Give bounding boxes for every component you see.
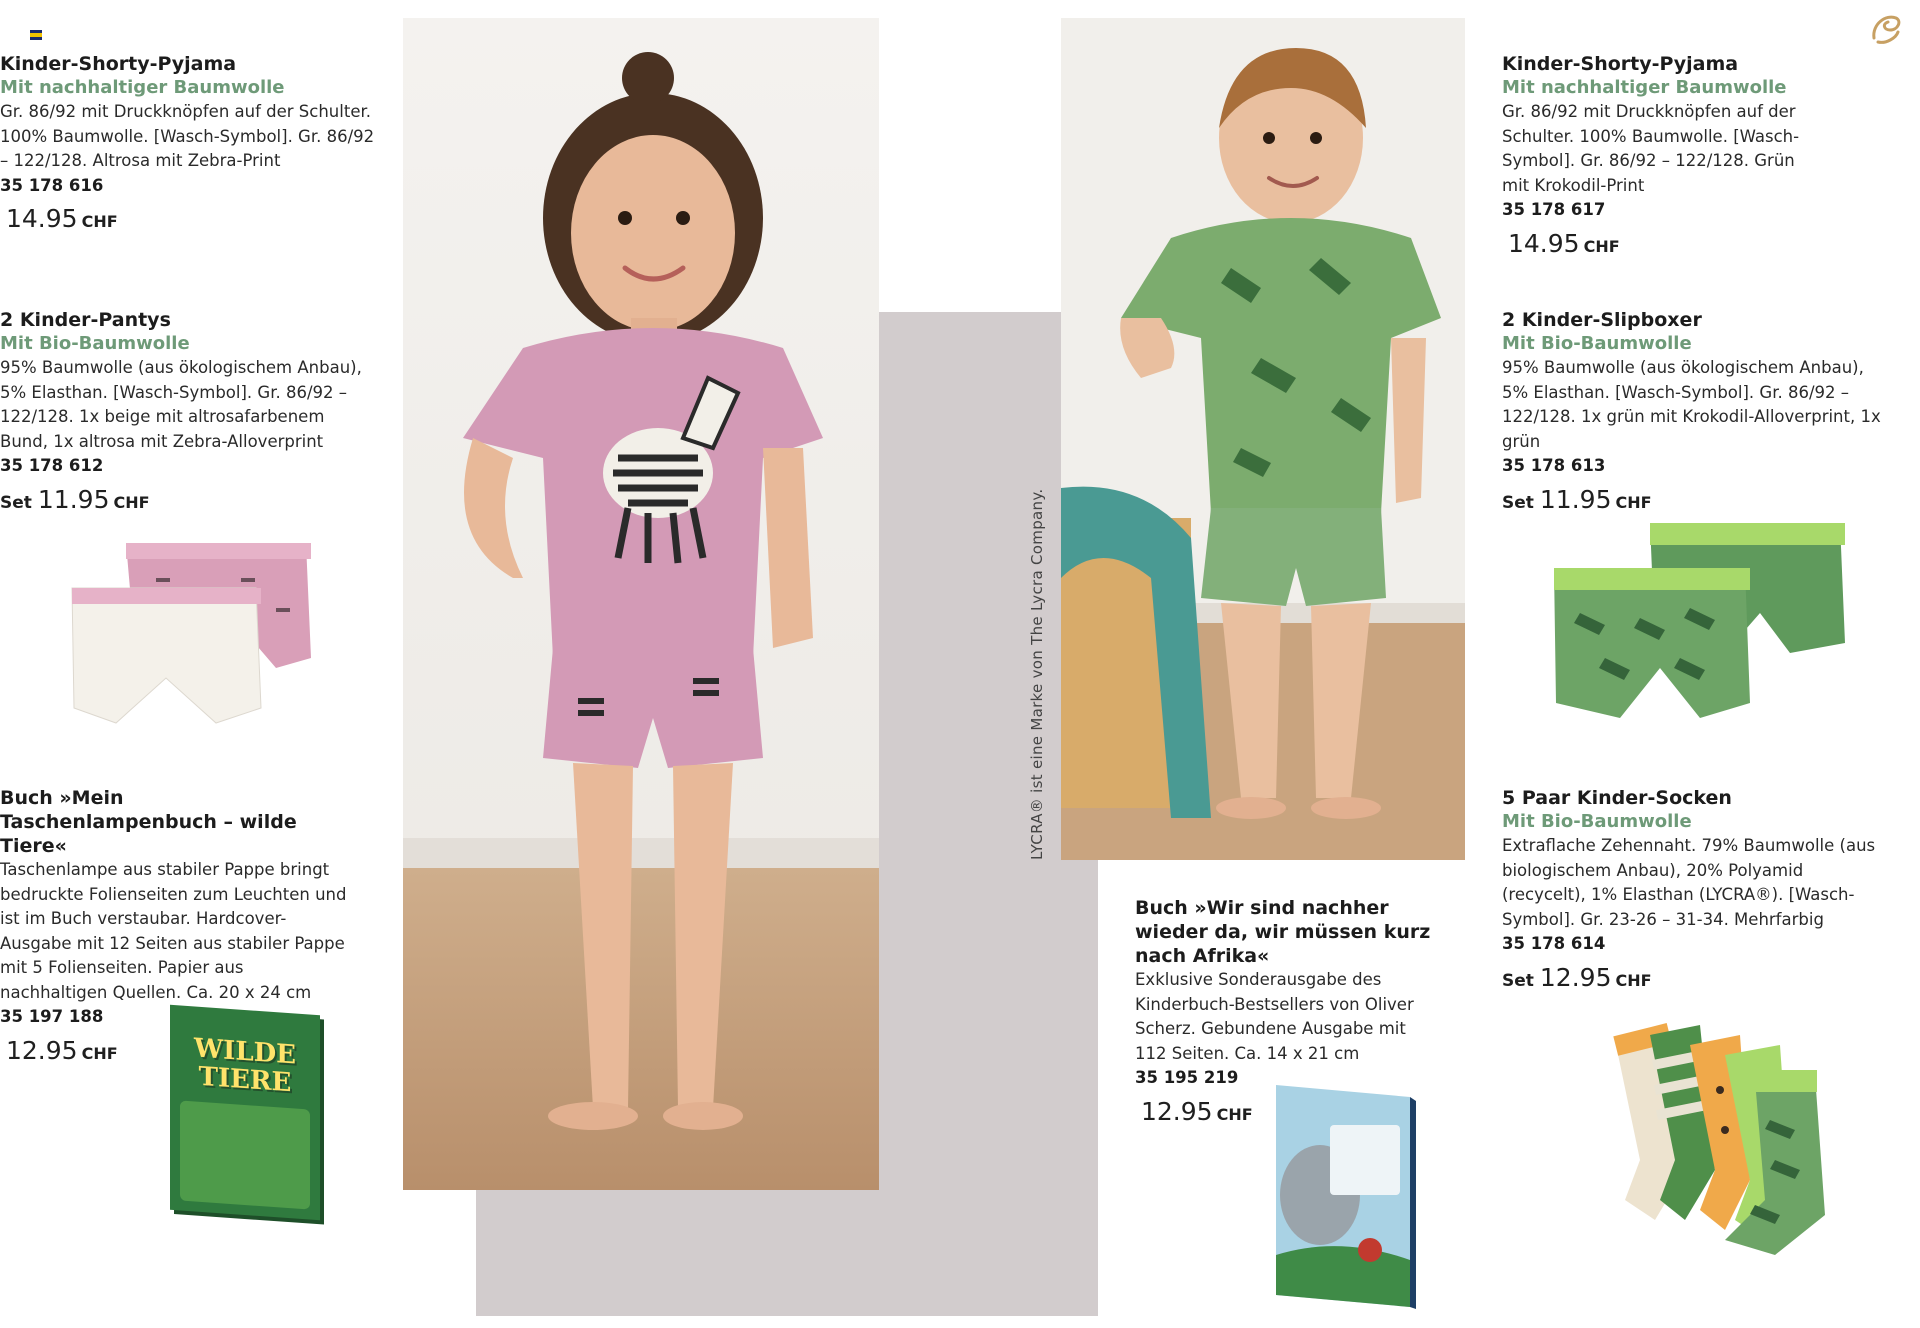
price-value: 12.95	[6, 1035, 78, 1065]
article-number: 35 178 617	[1502, 200, 1606, 219]
pantys-product-image	[66, 538, 326, 738]
product-title: Buch »Wir sind nachher wieder da, wir müssen kurz nach Afrika«	[1135, 897, 1431, 967]
product-title: Kinder-Shorty-Pyjama	[0, 53, 237, 75]
lycra-trademark-note: LYCRA® ist eine Marke von The Lycra Company.	[1028, 488, 1046, 860]
price-currency: CHF	[1583, 236, 1620, 256]
price	[0, 485, 430, 518]
price-prefix: Set	[0, 492, 32, 513]
product-description: Gr. 86/92 mit Druckknöpfen auf der Schulter. 100% Baumwolle. [Wasch-Symbol]. Gr. 86/92 – 122/128. Grün mit Krokodil-Print	[1502, 102, 1800, 195]
book-cover-afrika	[1270, 1085, 1420, 1310]
product-description: Taschenlampe aus stabiler Pappe bringt bedruckte Folienseiten zum Leuchten und ist im Buch verstaubar. Hardcover-Ausgabe mit 12 Seiten aus stabiler Pappe mit 5 Folienseiten. Papier aus nachhaltigen Quellen. Ca. 20 x 24 cm	[0, 860, 347, 1002]
country-flag-icon	[30, 30, 42, 40]
product-girl-pantys	[0, 308, 430, 518]
price-currency: CHF	[81, 1043, 118, 1063]
price-value: 12.95	[1539, 962, 1612, 992]
article-number: 35 197 188	[0, 1007, 104, 1026]
price-currency: CHF	[113, 492, 150, 512]
product-subtitle: Mit nachhaltiger Baumwolle	[1502, 77, 1787, 98]
product-subtitle: Mit Bio-Baumwolle	[0, 333, 190, 354]
price-currency: CHF	[81, 212, 118, 231]
price-value: 11.95	[37, 484, 110, 514]
article-number: 35 178 613	[1502, 456, 1606, 475]
price	[1502, 229, 1920, 262]
book-cover-title: WILDE TIERE	[193, 1033, 296, 1099]
product-description: 95% Baumwolle (aus ökologischem Anbau), 5% Elasthan. [Wasch-Symbol]. Gr. 86/92 – 122/128. 1x grün mit Krokodil-Alloverprint, 1x grün	[1502, 358, 1881, 451]
product-boy-slipboxer	[1502, 308, 1920, 518]
product-title: Buch »Mein Taschenlampenbuch – wilde Tiere«	[0, 787, 297, 857]
product-socks	[1502, 786, 1920, 996]
product-title: 2 Kinder-Slipboxer	[1502, 309, 1702, 331]
price	[1502, 963, 1920, 996]
product-title: 5 Paar Kinder-Socken	[1502, 787, 1732, 809]
price-value: 14.95	[1508, 228, 1580, 258]
boy-pyjama-photo	[1061, 18, 1465, 860]
product-title: Kinder-Shorty-Pyjama	[1502, 53, 1739, 75]
article-number: 35 178 614	[1502, 934, 1606, 953]
article-number: 35 178 612	[0, 456, 104, 475]
product-boy-pyjama	[1502, 52, 1920, 262]
price-currency: CHF	[1615, 492, 1652, 512]
price-currency: CHF	[1216, 1104, 1253, 1124]
product-description: Exklusive Sonderausgabe des Kinderbuch-Bestsellers von Oliver Scherz. Gebundene Ausgabe mit 112 Seiten. Ca. 14 x 21 cm	[1135, 970, 1414, 1063]
slipboxer-product-image	[1550, 518, 1850, 733]
price-value: 11.95	[1539, 484, 1612, 514]
product-subtitle: Mit nachhaltiger Baumwolle	[0, 77, 285, 98]
article-number: 35 178 616	[0, 175, 104, 195]
product-description: Extraflache Zehennaht. 79% Baumwolle (aus biologischem Anbau), 20% Polyamid (recycelt), 1% Elasthan (LYCRA®). [Wasch-Symbol]. Gr. 23-26 – 31-34. Mehrfarbig	[1502, 836, 1876, 929]
product-subtitle: Mit Bio-Baumwolle	[1502, 333, 1692, 354]
product-description: 95% Baumwolle (aus ökologischem Anbau), 5% Elasthan. [Wasch-Symbol]. Gr. 86/92 – 122/128. 1x beige mit altrosafarbenem Bund, 1x altrosa mit Zebra-Alloverprint	[0, 358, 362, 451]
book-cover-wilde-tiere	[170, 1005, 320, 1220]
product-subtitle: Mit Bio-Baumwolle	[1502, 811, 1692, 832]
product-title: 2 Kinder-Pantys	[0, 309, 171, 331]
lycra-note-container	[1026, 462, 1050, 862]
price	[0, 204, 430, 237]
article-number: 35 195 219	[1135, 1068, 1239, 1087]
price	[1502, 485, 1920, 518]
price-value: 12.95	[1141, 1096, 1213, 1126]
price-currency: CHF	[1615, 970, 1652, 990]
socks-product-image	[1605, 1010, 1835, 1260]
brand-logo-icon	[1864, 8, 1906, 50]
price-prefix: Set	[1502, 970, 1534, 991]
product-description: Gr. 86/92 mit Druckknöpfen auf der Schulter. 100% Baumwolle. [Wasch-Symbol]. Gr. 86/92 – 122/128. Altrosa mit Zebra-Print	[0, 102, 375, 170]
price-value: 14.95	[6, 204, 78, 233]
product-girl-pyjama	[0, 52, 430, 237]
price-prefix: Set	[1502, 492, 1534, 513]
girl-pyjama-photo	[403, 18, 879, 1190]
